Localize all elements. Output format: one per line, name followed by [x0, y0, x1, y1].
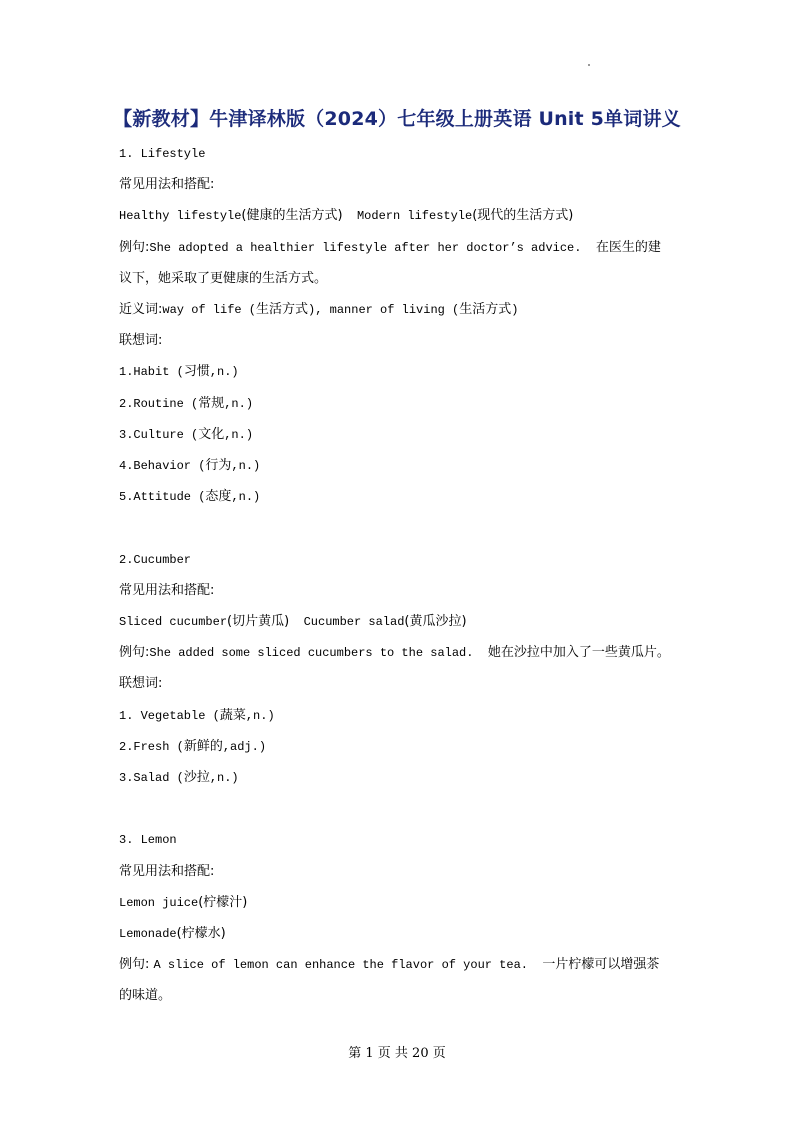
text-segment: 1.Habit (	[119, 365, 184, 380]
text-segment: 沙拉	[183, 770, 210, 785]
text-segment: 常见用法和搭配:	[119, 863, 215, 879]
text-segment: Modern lifestyle	[342, 209, 473, 224]
text-segment: 行为	[205, 458, 232, 473]
text-segment: 她在沙拉中加入了一些黄瓜片。	[487, 645, 670, 661]
text-segment: 议下，她采取了更健康的生活方式。	[119, 270, 328, 286]
text-segment: 2.Routine (	[119, 396, 199, 411]
text-line	[119, 986, 699, 1006]
text-line	[119, 550, 699, 570]
text-segment: ,adj.)	[222, 739, 267, 754]
text-segment: 常见用法和搭配:	[119, 177, 215, 193]
text-line	[119, 893, 699, 913]
text-segment: 文化	[198, 426, 225, 442]
text-segment: ,n.)	[209, 365, 239, 380]
text-segment: 常规	[198, 395, 225, 411]
text-segment: 新鲜的	[183, 738, 223, 754]
page-mark	[588, 64, 590, 66]
text-segment: 2.Cucumber	[119, 552, 192, 567]
text-line	[119, 269, 699, 289]
text-segment: 态度	[205, 489, 232, 505]
text-line	[119, 425, 699, 445]
text-segment: Lemon juice	[119, 895, 199, 910]
text-segment: Cucumber salad	[289, 615, 405, 629]
text-segment: ,n.)	[231, 490, 261, 505]
text-segment: 生活方式	[256, 302, 309, 317]
text-segment: 一片柠檬可以增强茶	[542, 957, 660, 973]
text-line	[119, 238, 699, 258]
text-segment: 的味道。	[119, 988, 172, 1004]
text-line	[119, 674, 699, 694]
text-line	[119, 206, 699, 226]
text-line	[119, 175, 699, 195]
text-segment: She added some sliced cucumbers to the salad.	[149, 646, 488, 661]
text-line	[119, 487, 699, 507]
text-segment: ,n.)	[224, 427, 254, 442]
text-line	[119, 581, 699, 601]
document-title: 【新教材】牛津译林版（2024）七年级上册英语 Unit 5单词讲义	[113, 108, 681, 130]
text-segment: (切片黄瓜)	[227, 614, 290, 629]
text-segment: ,n.)	[245, 708, 275, 723]
text-segment: She adopted a healthier lifestyle after her doctor’s advice.	[149, 240, 596, 255]
text-segment: 蔬菜	[219, 707, 246, 723]
text-segment: Sliced cucumber	[119, 615, 228, 629]
text-segment: 3.Culture (	[119, 427, 199, 442]
text-segment: 例句:	[119, 645, 150, 661]
text-segment: A slice of lemon can enhance the flavor of your tea.	[153, 958, 543, 973]
text-segment: 例句:	[119, 957, 154, 973]
text-line	[119, 924, 699, 944]
text-line	[119, 300, 699, 320]
text-segment: 1. Vegetable (	[119, 708, 220, 723]
text-segment: (现代的生活方式)	[472, 208, 574, 224]
text-segment: Lemonade	[119, 927, 177, 941]
text-segment: 1. Lifestyle	[119, 147, 206, 161]
text-segment: 3. Lemon	[119, 833, 177, 848]
text-line	[119, 331, 699, 351]
page-footer: 第 1 页 共 20 页	[348, 1046, 446, 1061]
text-segment: 4.Behavior (	[119, 459, 206, 473]
text-line	[119, 737, 699, 757]
text-line	[119, 768, 699, 788]
text-segment: )	[511, 303, 519, 317]
text-segment: way of life (	[162, 303, 257, 317]
text-segment: 生活方式	[459, 302, 512, 317]
text-segment: 在医生的建	[595, 239, 661, 255]
text-segment: 联想词:	[119, 333, 163, 349]
text-line	[119, 830, 699, 850]
text-line	[119, 862, 699, 882]
text-line	[119, 706, 699, 726]
text-segment: Healthy lifestyle	[119, 209, 242, 224]
text-line	[119, 362, 699, 382]
text-segment: 习惯	[183, 364, 210, 380]
text-line	[119, 394, 699, 414]
text-segment: 近义词:	[119, 302, 163, 317]
text-segment: (黄瓜沙拉)	[404, 614, 467, 629]
text-segment: (柠檬水)	[176, 926, 226, 941]
text-segment: ,n.)	[231, 459, 261, 473]
text-segment: 联想词:	[119, 676, 163, 692]
text-line	[119, 643, 699, 663]
text-segment: (柠檬汁)	[198, 894, 248, 910]
text-segment: 3.Salad (	[119, 771, 184, 785]
text-line	[119, 955, 699, 975]
text-segment: ,n.)	[224, 396, 254, 411]
text-segment: 2.Fresh (	[119, 739, 184, 754]
text-segment: ,n.)	[209, 771, 239, 785]
text-line	[119, 456, 699, 476]
text-segment: (健康的生活方式)	[241, 208, 343, 224]
text-line	[119, 144, 699, 164]
text-segment: 5.Attitude (	[119, 490, 206, 505]
text-segment: 常见用法和搭配:	[119, 582, 215, 598]
text-segment: 例句:	[119, 239, 150, 255]
text-line	[119, 612, 699, 632]
text-segment: ), manner of living (	[308, 303, 460, 317]
